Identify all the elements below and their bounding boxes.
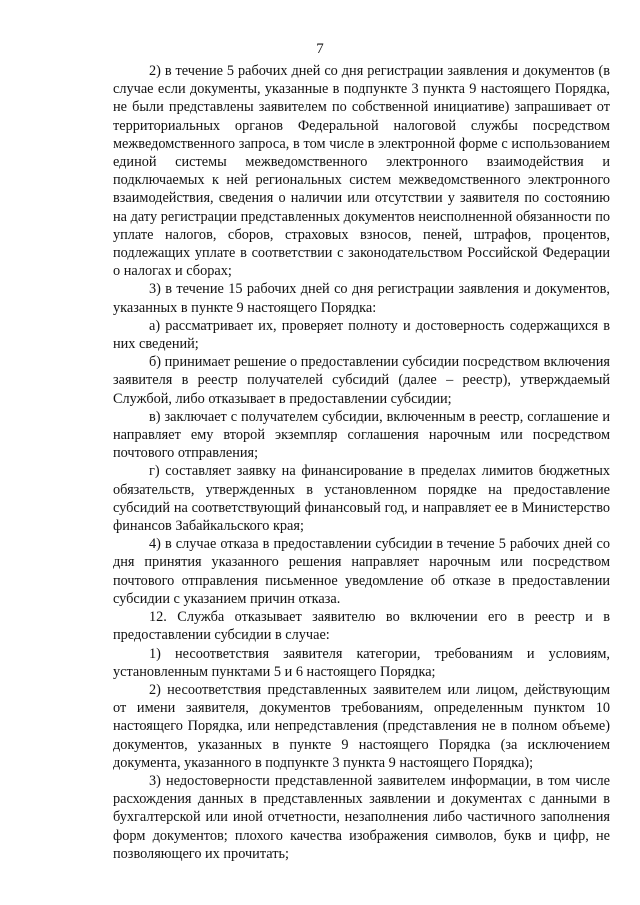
paragraph-2-fns-request: 2) в течение 5 рабочих дней со дня регистрации заявления и документов (в случае если документы, указанные в подпункте 3 пункта 9 настоящего Порядка, не были представлены заявителем по собственной инициативе) запрашивает от территориальных органов Федеральной налоговой службы посредством межведомственного запроса, в том числе в электронной форме с использованием единой системы межведомственного электронного взаимодействия и подключаемых к ней региональных систем межведомственного электронного взаимодействия, сведения о наличии или отсутствии у заявителя по состоянию на дату регистрации представленных документов неисполненной обязанности по уплате налогов, сборов, страховых взносов, пеней, штрафов, процентов, подлежащих уплате в соответствии с законодательством Российской Федерации о налогах и сборах; — [113, 63, 610, 280]
paragraph-3c-agreement: в) заключает с получателем субсидии, включенным в реестр, соглашение и направляет ему второй экземпляр соглашения нарочным или посредством почтового отправления; — [113, 408, 610, 462]
document-body — [113, 62, 610, 863]
paragraph-4-refusal-notice: 4) в случае отказа в предоставлении субсидии в течение 5 рабочих дней со дня принятия указанного решения направляет нарочным или посредством почтового отправления письменное уведомление об отказе в предоставлении субсидии с указанием причин отказа. — [113, 536, 610, 607]
paragraph-12-3-unreliable-info: 3) недостоверности представленной заявителем информации, в том числе расхождения данных в представленных заявлении и документах с данными в бухгалтерской или иной отчетности, незаполнения либо частичного заполнения форм документов; плохого качества изображения символов, букв и цифр, не позволяющего их прочитать; — [113, 772, 610, 862]
paragraph-3d-financing: г) составляет заявку на финансирование в пределах лимитов бюджетных обязательств, утвержденных в установленном порядке на предоставление субсидий на соответствующий финансовый год, и направляет ее в Министерство финансов Забайкальского края; — [113, 463, 610, 535]
page-number: 7 — [316, 41, 324, 57]
paragraph-12-refusal-grounds: 12. Служба отказывает заявителю во включении его в реестр и в предоставлении субсидии в случае: — [113, 609, 610, 644]
paragraph-12-1-nonconformity: 1) несоответствия заявителя категории, требованиям и условиям, установленным пунктами 5 и 6 настоящего Порядка; — [113, 645, 610, 680]
paragraph-3a-check: а) рассматривает их, проверяет полноту и достоверность содержащихся в них сведений; — [113, 317, 610, 353]
paragraph-3b-decision: б) принимает решение о предоставлении субсидии посредством включения заявителя в реестр получателей субсидий (далее – реестр), утверждаемый Службой, либо отказывает в предоставлении субсидии; — [113, 354, 610, 407]
paragraph-3-review-period: 3) в течение 15 рабочих дней со дня регистрации заявления и документов, указанных в пункте 9 настоящего Порядка: — [113, 281, 610, 316]
paragraph-12-2-documents: 2) несоответствия представленных заявителем или лицом, действующим от имени заявителя, документов требованиям, определенным пунктом 10 настоящего Порядка, или непредставления (представления не в полном объеме) документов, указанных в пункте 9 настоящего Порядка (за исключением документа, указанного в подпункте 3 пункта 9 настоящего Порядка); — [113, 681, 610, 771]
